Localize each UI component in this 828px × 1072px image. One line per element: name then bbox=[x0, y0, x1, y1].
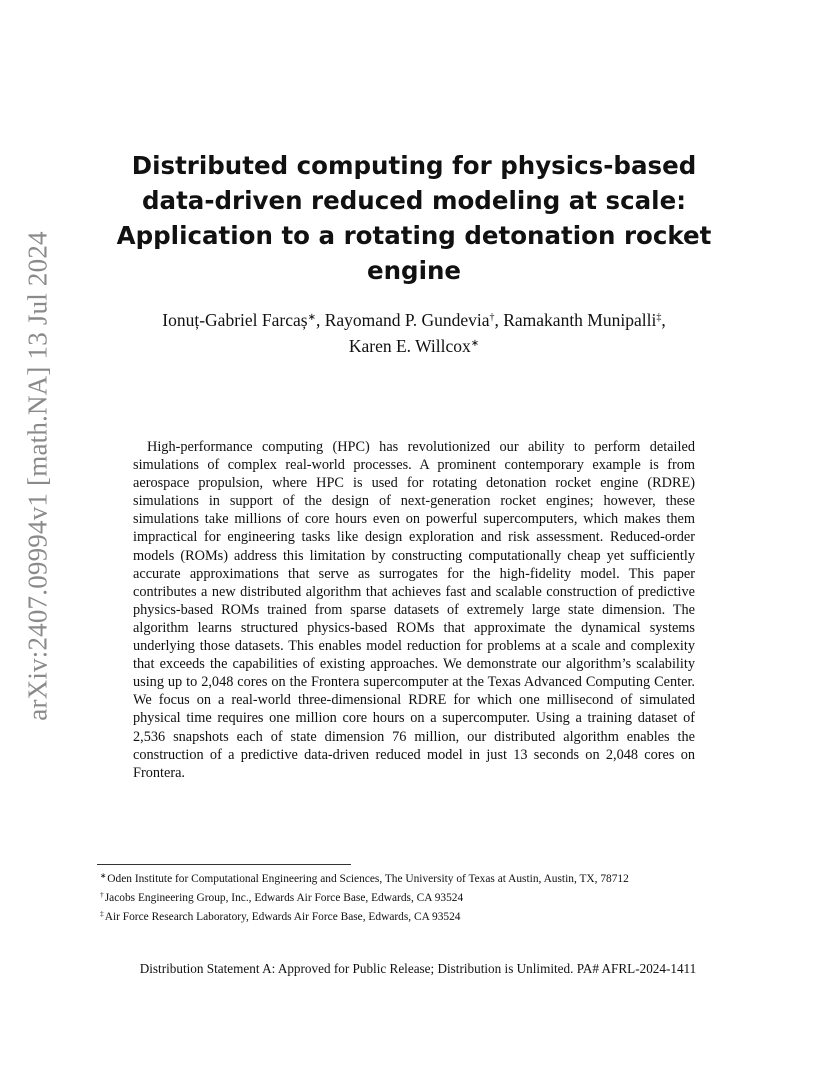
affiliation-mark: † bbox=[489, 312, 495, 323]
author-name: Karen E. Willcox bbox=[348, 336, 471, 356]
author-separator: , bbox=[494, 310, 504, 330]
author-list bbox=[100, 306, 728, 358]
affiliation-mark: ∗ bbox=[307, 312, 316, 323]
arxiv-identifier-text: arXiv:2407.09994v1 [math.NA] 13 Jul 2024 bbox=[22, 231, 53, 721]
footnote-mark: ‡ bbox=[100, 909, 104, 918]
author-name: Rayomand P. Gundevia bbox=[324, 310, 490, 330]
affiliation-mark: ‡ bbox=[656, 312, 662, 323]
affiliation-mark: ∗ bbox=[470, 338, 480, 349]
distribution-statement: Distribution Statement A: Approved for Public Release; Distribution is Unlimited. PA# AFRL-2024-1411 bbox=[139, 961, 697, 976]
footnotes bbox=[100, 868, 740, 925]
footnote-text: Oden Institute for Computational Engineering and Sciences, The University of Texas at Austin, Austin, TX, 78712 bbox=[107, 873, 629, 885]
footnote-mark: † bbox=[100, 890, 104, 899]
footnote-divider bbox=[97, 864, 351, 865]
author-name: Ionuț-Gabriel Farcaș bbox=[162, 310, 308, 330]
author-separator: , bbox=[661, 310, 666, 330]
author-name: Ramakanth Munipalli bbox=[503, 310, 657, 330]
footnote-text: Air Force Research Laboratory, Edwards Air Force Base, Edwards, CA 93524 bbox=[104, 911, 461, 923]
footnote bbox=[100, 906, 740, 925]
paper-title: Distributed computing for physics-based data-driven reduced modeling at scale: Application to a rotating detonation rocket engine bbox=[116, 151, 712, 285]
footnote bbox=[100, 868, 740, 887]
footnote bbox=[100, 887, 740, 906]
footnote-mark: ∗ bbox=[100, 871, 107, 880]
footnote-text: Jacobs Engineering Group, Inc., Edwards Air Force Base, Edwards, CA 93524 bbox=[104, 892, 464, 904]
abstract: High-performance computing (HPC) has revolutionized our ability to perform detailed simulations of complex real-world processes. A prominent contemporary example is from aerospace propulsion, where HPC is used for rotating detonation rocket engine (RDRE) simulations in support of the design of next-generation rocket engines; however, these simulations take millions of core hours even on powerful supercomputers, which makes them impractical for engineering tasks like design exploration and risk assessment. Reduced-order models (ROMs) address this limitation by constructing computationally cheap yet sufficiently accurate approximations that serve as surrogates for the high-fidelity model. This paper contributes a new distributed algorithm that achieves fast and scalable construction of predictive physics-based ROMs trained from sparse datasets of extremely large state dimension. The algorithm learns structured physics-based ROMs that approximate the dynamical systems underlying those datasets. This enables model reduction for problems at a scale and complexity that exceeds the capabilities of existing approaches. We demonstrate our algorithm’s scalability using up to 2,048 cores on the Frontera supercomputer at the Texas Advanced Computing Center. We focus on a real-world three-dimensional RDRE for which one millisecond of simulated physical time requires one million core hours on a supercomputer. Using a training dataset of 2,536 snapshots each of state dimension 76 million, our distributed algorithm enables the construction of a predictive data-driven reduced model in just 13 seconds on 2,048 cores on Frontera. bbox=[133, 439, 695, 781]
author-separator: , bbox=[315, 310, 325, 330]
